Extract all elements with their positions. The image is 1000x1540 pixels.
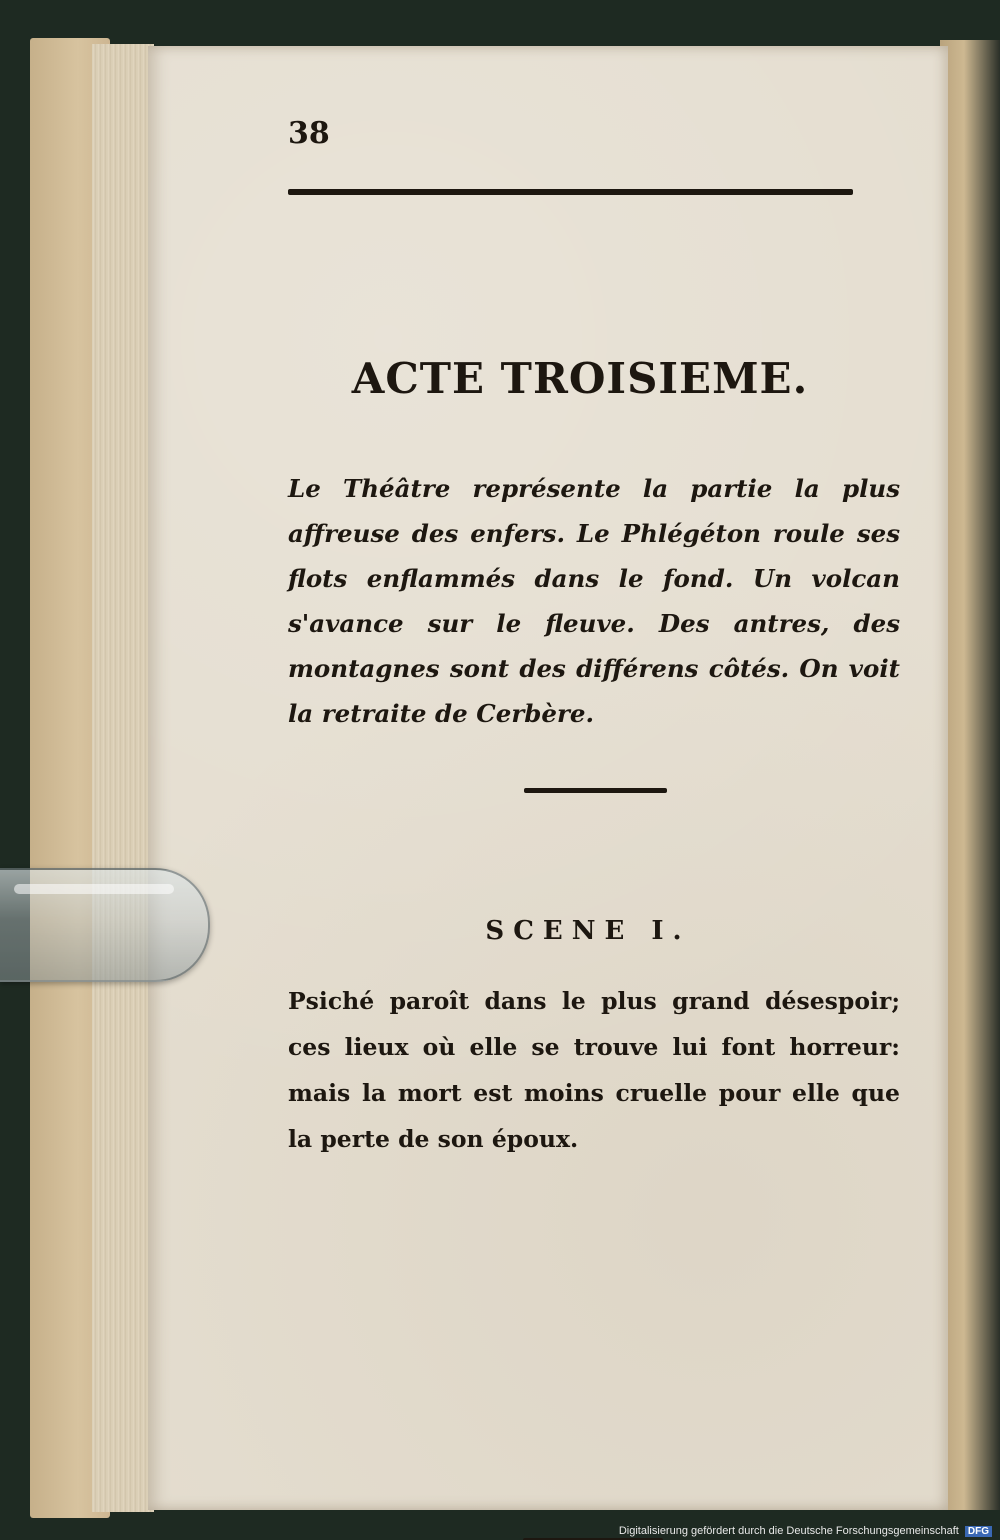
section-rule [524, 788, 667, 793]
page-number: 38 [288, 116, 330, 151]
stage-direction: Le Théâtre représente la partie la plus affreuse des enfers. Le Phlégéton roule ses flots enflammés dans le fond. Un volcan s'avance sur le fleuve. Des antres, des montagnes sont des différens côtés. On voit la retraite de Cerbère. [288, 474, 900, 728]
digitization-credit [615, 1524, 996, 1538]
glass-page-weight [0, 868, 210, 982]
scene-title: SCENE I. [485, 916, 691, 946]
book-page [148, 46, 948, 1510]
credit-text: Digitalisierung gefördert durch die Deutsche Forschungsgemeinschaft [618, 1525, 959, 1537]
act-title: ACTE TROISIEME. [351, 354, 809, 403]
top-rule [288, 189, 853, 195]
book-cover-right [940, 40, 1000, 1510]
scene-text: Psiché paroît dans le plus grand désespoir; ces lieux où elle se trouve lui font horreur: mais la mort est moins cruelle pour elle que la perte de son époux. [288, 987, 900, 1153]
page-edges [92, 44, 154, 1512]
dfg-logo: DFG [965, 1526, 992, 1537]
